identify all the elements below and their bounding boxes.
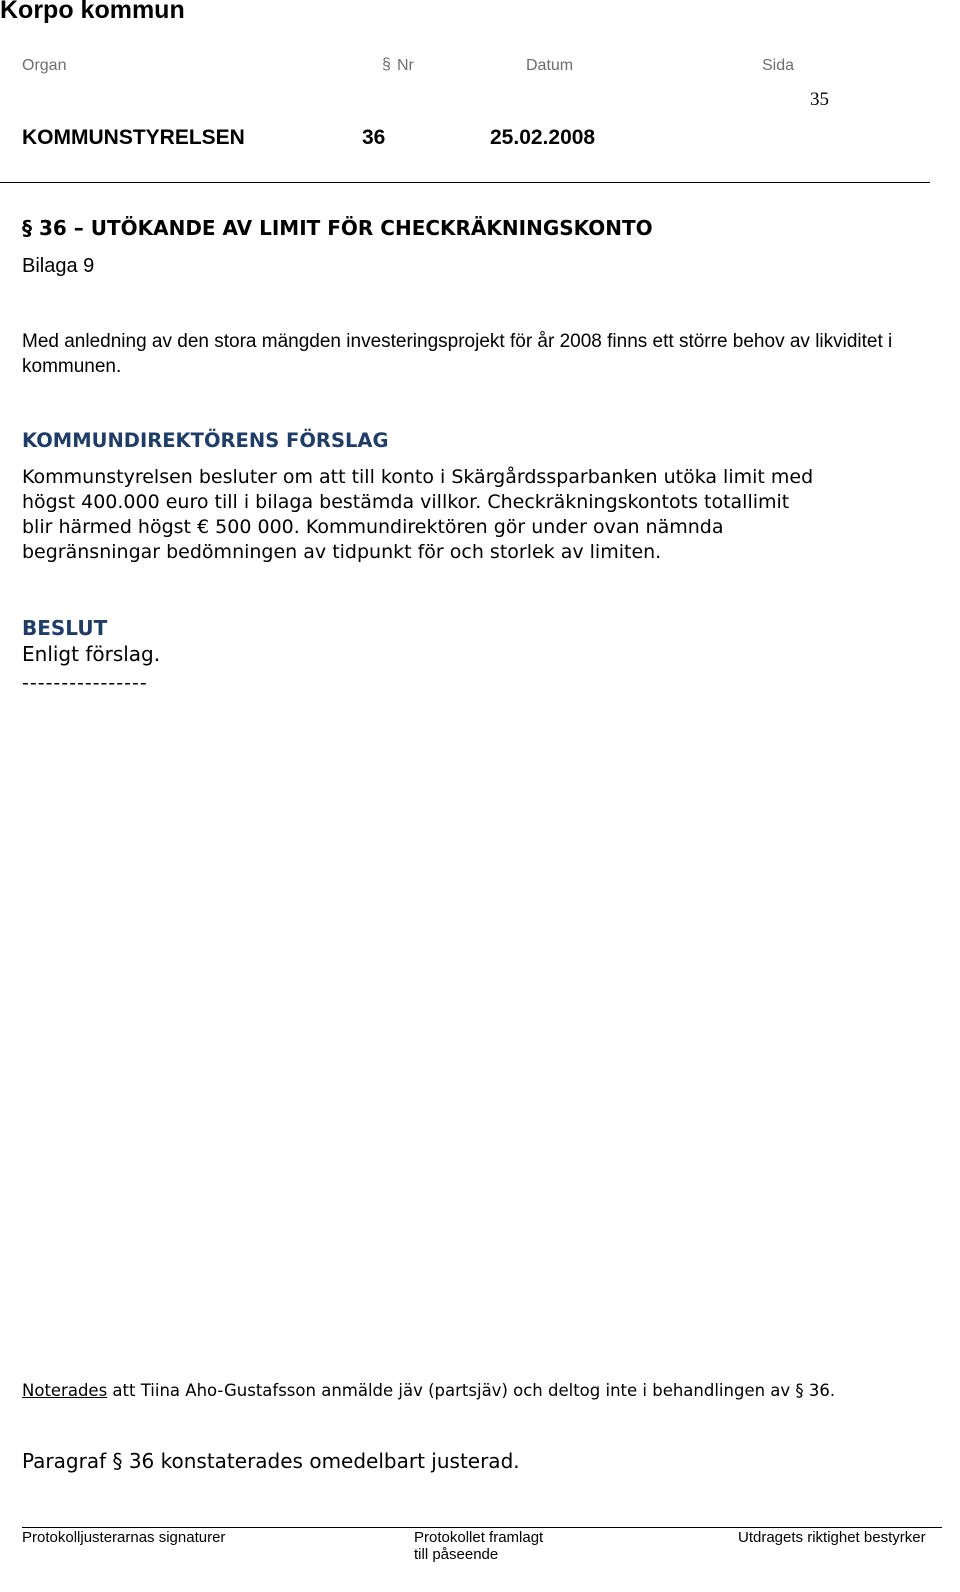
section-title <box>22 216 653 240</box>
organ-label: Organ <box>22 57 67 74</box>
proposal-line: Kommunstyrelsen besluter om att till konto i Skärgårdssparbanken utöka limit med <box>22 466 814 488</box>
section-title-text: 36 – UTÖKANDE AV LIMIT FÖR CHECKRÄKNINGSKONTO <box>38 216 653 240</box>
nr-value: 36 <box>362 126 386 149</box>
proposal-line: begränsningar bedömningen av tidpunkt för och storlek av limiten. <box>22 541 662 563</box>
note-text: att Tiina Aho-Gustafsson anmälde jäv (partsjäv) och deltog inte i behandlingen av § 36. <box>107 1381 836 1400</box>
proposal-paragraph <box>22 465 922 565</box>
proposal-line: blir härmed högst € 500 000. Kommundirektören gör under ovan nämnda <box>22 516 724 538</box>
note-paragraph <box>22 1380 922 1402</box>
footer-posted-line: Protokollet framlagt <box>414 1529 544 1546</box>
section-symbol-icon: § <box>382 56 391 73</box>
footer-posted-label <box>414 1529 543 1563</box>
datum-value: 25.02.2008 <box>490 126 596 149</box>
datum-label: Datum <box>526 57 574 74</box>
separator-line: ---------------- <box>22 672 148 694</box>
decision-text: Enligt förslag. <box>22 642 161 666</box>
header-divider <box>0 182 930 183</box>
intro-paragraph: Med anledning av den stora mängden investeringsprojekt för år 2008 finns ett större behov av likviditet i kommunen. <box>22 331 893 377</box>
proposal-heading: KOMMUNDIREKTÖRENS FÖRSLAG <box>22 429 389 452</box>
organ-value: KOMMUNSTYRELSEN <box>22 126 245 149</box>
sida-label: Sida <box>762 57 795 74</box>
note-label: Noterades <box>22 1381 108 1400</box>
page-number: 35 <box>810 89 829 110</box>
footer-certified-label: Utdragets riktighet bestyrker <box>738 1529 926 1546</box>
section-symbol-icon: § <box>22 216 32 240</box>
paragraph-adjusted-statement: Paragraf § 36 konstaterades omedelbart justerad. <box>22 1449 520 1473</box>
municipality-name: Korpo kommun <box>0 0 185 24</box>
attachment-reference: Bilaga 9 <box>22 255 95 277</box>
footer-signatures-label: Protokolljusterarnas signaturer <box>22 1529 226 1546</box>
nr-label: Nr <box>397 57 414 74</box>
proposal-line: högst 400.000 euro till i bilaga bestämda villkor. Checkräkningskontots totallimit <box>22 491 790 513</box>
decision-heading: BESLUT <box>22 616 108 640</box>
footer-divider <box>22 1527 942 1528</box>
footer-posted-line: till påseende <box>414 1546 499 1563</box>
